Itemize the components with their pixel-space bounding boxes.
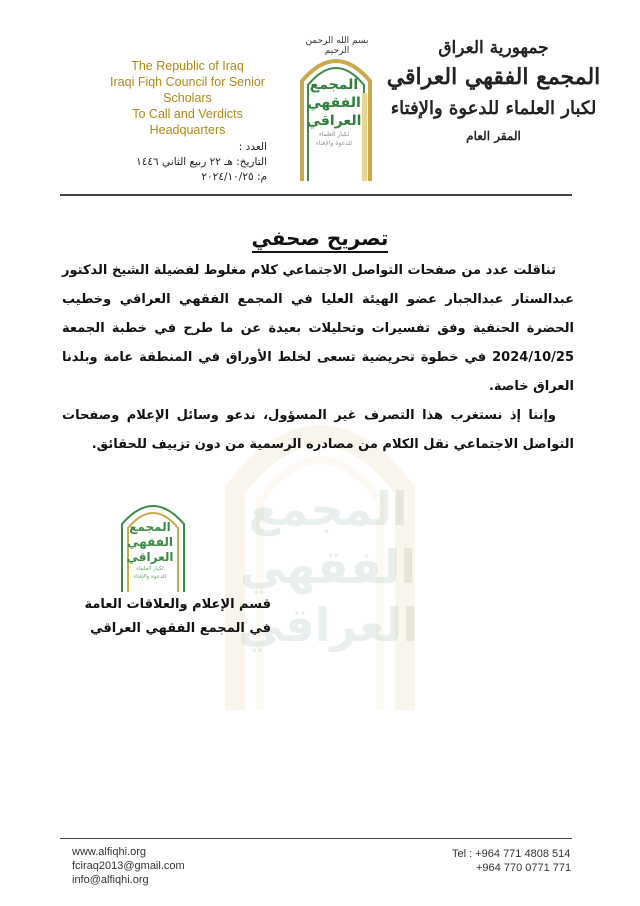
eng-line-republic: The Republic of Iraq xyxy=(131,59,244,73)
email-link[interactable]: info@alfiqhi.org xyxy=(72,874,149,886)
email-link[interactable]: fciraq2013@gmail.com xyxy=(72,860,185,872)
paragraph: وإننا إذ نستغرب هذا التصرف غير المسؤول، ندعو وسائل الإعلام وصفحات التواصل الاجتماعي نقل الكلام من مصادره الرسمية من دون تزييف للحقائق. xyxy=(62,408,574,452)
phone-number: +964 770 0771 771 xyxy=(476,862,572,874)
logo-text: المجمع الفقهي العراقي لكبار العلماء للدعوة والإفتاء xyxy=(306,77,362,147)
document-title: تصريح صحفي xyxy=(0,226,640,250)
reference-block xyxy=(92,140,267,185)
signature-block xyxy=(56,593,271,641)
hijri-date: التاريخ: هـ ٢٢ ربيع الثاني ١٤٤٦ xyxy=(136,156,267,168)
ar-line-hq: المقر العام xyxy=(466,129,521,143)
arabic-letterhead xyxy=(381,36,606,146)
website-link[interactable]: www.alfiqhi.org xyxy=(72,846,146,858)
watermark-text: المجمع الفقهي العراقي xyxy=(237,482,419,652)
english-letterhead xyxy=(95,58,280,138)
signature-line-dept: قسم الإعلام والعلاقات العامة xyxy=(84,597,271,612)
eng-line-hq: Headquarters xyxy=(149,123,226,137)
number-label: العدد : xyxy=(238,141,267,153)
eng-line-call: To Call and Verdicts xyxy=(132,107,243,121)
footer-phones xyxy=(452,847,571,875)
header-divider xyxy=(60,194,572,196)
footer-divider xyxy=(60,838,572,839)
signature-line-council: في المجمع الفقهي العراقي xyxy=(90,621,271,636)
ar-line-republic: جمهورية العراق xyxy=(438,38,549,58)
phone-number: Tel : +964 771 4808 514 xyxy=(452,848,571,860)
ar-line-scholars: لكبار العلماء للدعوة والإفتاء xyxy=(390,98,597,119)
gregorian-date: م: ٢٠٢٤/١٠/٢٥ xyxy=(201,171,267,183)
statement-body xyxy=(62,256,574,459)
basmala: بسم الله الرحمن الرحيم xyxy=(305,36,369,56)
eng-line-council: Iraqi Fiqh Council for Senior Scholars xyxy=(110,75,265,105)
footer-contacts xyxy=(72,845,185,887)
ar-line-council: المجمع الفقهي العراقي xyxy=(386,64,601,90)
stamp-logo-text: المجمع الفقهي العراقي لكبار العلماء للدعوة والإفتاء xyxy=(126,520,174,580)
paragraph: تناقلت عدد من صفحات التواصل الاجتماعي كلام مغلوط لفضيلة الشيخ الدكتور عبدالستار عبدالجبار عضو الهيئة العليا في المجمع الفقهي العراقي وخطيب الحضرة الحنفية وفق تفسيرات وتحليلات بعيدة عن ما طرح في خطبة الجمعة 2024/10/25 في خطوة تحريضية تسعى لخلط الأوراق في المنطقة عامة وبلدنا العراق خاصة. xyxy=(62,263,574,394)
